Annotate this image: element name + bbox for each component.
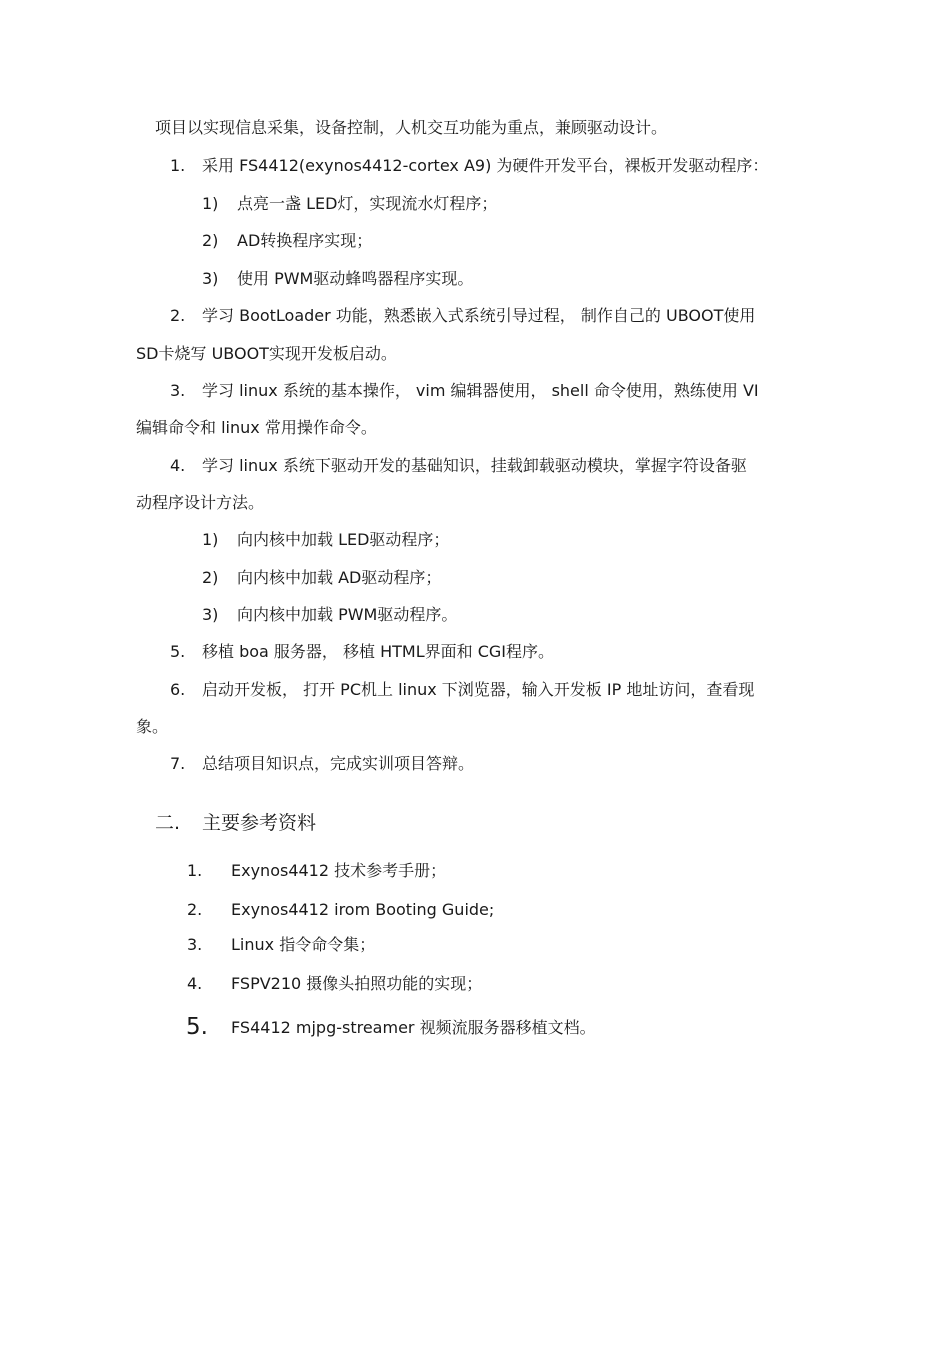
task-1-sub-3-number: 3) [202, 269, 219, 288]
task-2-text-line-2: SD卡烧写 UBOOT实现开发板启动。 [136, 344, 397, 363]
task-3-number: 3. [170, 381, 186, 400]
task-4-sub-3-text: 向内核中加载 PWM驱动程序。 [237, 605, 458, 624]
task-1-sub-1-text: 点亮一盏 LED灯，实现流水灯程序； [237, 194, 498, 213]
task-5-number: 5. [170, 642, 186, 661]
task-3-text-line-1: 学习 linux 系统的基本操作， vim 编辑器使用， shell 命令使用，熟练使用 VI [202, 381, 759, 400]
ref-5-number: 5. [186, 1014, 208, 1040]
ref-3-number: 3. [187, 935, 203, 954]
task-7-number: 7. [170, 754, 186, 773]
task-4-sub-2-text: 向内核中加载 AD驱动程序； [237, 568, 442, 587]
task-6-text-line-1: 启动开发板， 打开 PC机上 linux 下浏览器，输入开发板 IP 地址访问，查看现 [202, 680, 755, 699]
ref-1-number: 1. [187, 861, 203, 880]
task-4-sub-2-number: 2) [202, 568, 219, 587]
ref-5-text: FS4412 mjpg-streamer 视频流服务器移植文档。 [231, 1018, 596, 1037]
ref-4-number: 4. [187, 974, 203, 993]
task-6-number: 6. [170, 680, 186, 699]
task-4-sub-3-number: 3) [202, 605, 219, 624]
task-4-text-line-2: 动程序设计方法。 [136, 493, 265, 512]
task-4-number: 4. [170, 456, 186, 475]
task-5-text: 移植 boa 服务器， 移植 HTML界面和 CGI程序。 [202, 642, 554, 661]
task-1-sub-3-text: 使用 PWM驱动蜂鸣器程序实现。 [237, 269, 474, 288]
task-1-sub-2-text: AD转换程序实现； [237, 231, 373, 250]
task-7-text: 总结项目知识点，完成实训项目答辩。 [202, 754, 475, 773]
section-title: 主要参考资料 [202, 812, 317, 834]
task-6-text-line-2: 象。 [136, 717, 169, 736]
task-4-sub-1-number: 1) [202, 530, 219, 549]
ref-2-number: 2. [187, 900, 203, 919]
task-2-text-line-1: 学习 BootLoader 功能，熟悉嵌入式系统引导过程， 制作自己的 UBOOT使用 [202, 306, 756, 325]
ref-3-text: Linux 指令命令集； [231, 935, 376, 954]
ref-1-text: Exynos4412 技术参考手册； [231, 861, 447, 880]
task-4-text-line-1: 学习 linux 系统下驱动开发的基础知识，挂载卸载驱动模块，掌握字符设备驱 [202, 456, 747, 475]
intro-paragraph: 项目以实现信息采集，设备控制，人机交互功能为重点，兼顾驱动设计。 [155, 118, 668, 137]
task-4-sub-1-text: 向内核中加载 LED驱动程序； [237, 530, 450, 549]
task-2-number: 2. [170, 306, 186, 325]
task-1-number: 1. [170, 156, 186, 175]
section-number: 二. [155, 812, 181, 834]
task-1-sub-2-number: 2) [202, 231, 219, 250]
task-1-sub-1-number: 1) [202, 194, 219, 213]
task-3-text-line-2: 编辑命令和 linux 常用操作命令。 [136, 418, 377, 437]
task-1-text: 采用 FS4412(exynos4412-cortex A9) 为硬件开发平台，裸板开发驱动程序： [202, 156, 769, 175]
ref-2-text: Exynos4412 irom Booting Guide; [231, 900, 495, 919]
ref-4-text: FSPV210 摄像头拍照功能的实现； [231, 974, 483, 993]
